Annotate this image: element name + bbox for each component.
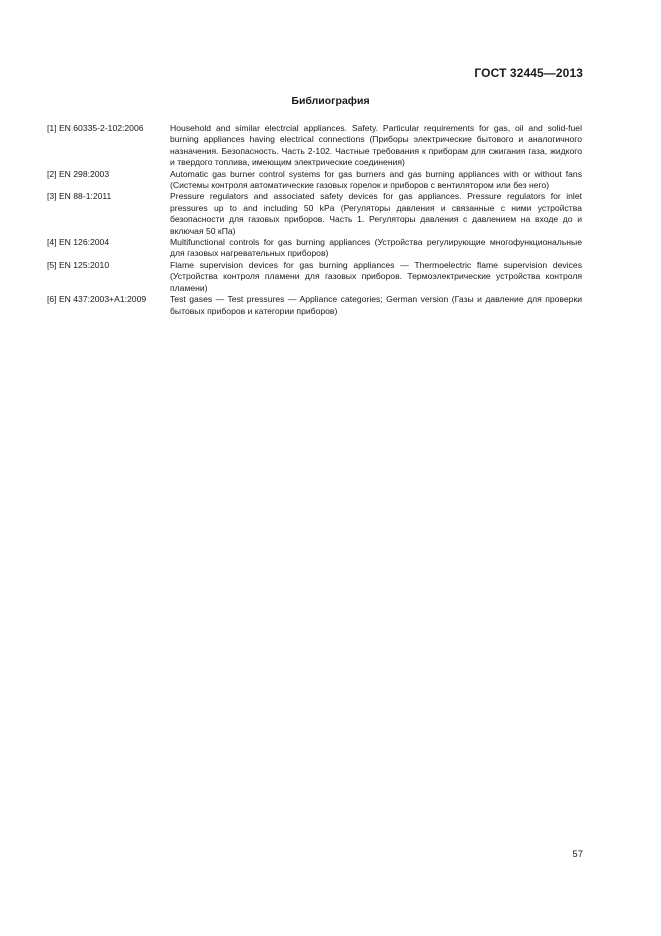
- bibliography-text: Multifunctional controls for gas burning appliances (Устройства регулирующие многофункциональные для газовых нагревательных приборов): [170, 237, 582, 259]
- bibliography-text: Pressure regulators and associated safety devices for gas appliances. Pressure regulators for inlet pressures up to and including 50 kPa (Регуляторы давления и связанные с ними устройства безопасности для газовых приборов. Часть 1. Регуляторы давления с давлением на входе до и включая 50 кПа): [170, 191, 582, 236]
- bibliography-entry: [47, 294, 582, 317]
- bibliography-entry: [47, 237, 582, 260]
- bibliography-entry: [47, 191, 582, 237]
- bibliography-ref: [1] EN 60335-2-102:2006: [47, 123, 144, 133]
- bibliography-ref: [6] EN 437:2003+A1:2009: [47, 294, 147, 305]
- bibliography-ref: [4] EN 126:2004: [47, 237, 110, 248]
- bibliography-entry: [47, 169, 582, 192]
- bibliography-text: Automatic gas burner control systems for gas burners and gas burning appliances with or without fans (Системы контроля автоматические газовых горелок и приборов с вентилятором или без него): [170, 168, 582, 191]
- bibliography-ref: [3] EN 88-1:2011: [47, 191, 112, 202]
- bibliography-ref: [5] EN 125:2010: [47, 259, 110, 270]
- bibliography-entry: [47, 123, 582, 169]
- bibliography-list: [47, 123, 582, 317]
- bibliography-text: Flame supervision devices for gas burning appliances — Thermoelectric flame supervision devices (Устройства контроля пламени для газовых приборов. Термоэлектрические устройства контроля пламени): [170, 259, 582, 293]
- bibliography-ref: [2] EN 298:2003: [47, 168, 110, 179]
- page-number: 57: [572, 849, 583, 860]
- standard-code: ГОСТ 32445—2013: [474, 66, 583, 80]
- bibliography-text: Household and similar electrcial appliances. Safety. Particular requirements for gas, oil and solid-fuel burning appliances having electrical connections (Приборы электрические бытового и аналогичного назначения. Безопасность. Часть 2-102. Частные требования к приборам для сжигания газа, жидкого и твердого топлива, имеющим электрические соединения): [170, 123, 582, 168]
- bibliography-text: Test gases — Test pressures — Appliance categories; German version (Газы и давление для проверки бытовых приборов и категории приборов): [170, 294, 582, 316]
- page-title: Библиография: [291, 95, 370, 107]
- bibliography-entry: [47, 260, 582, 294]
